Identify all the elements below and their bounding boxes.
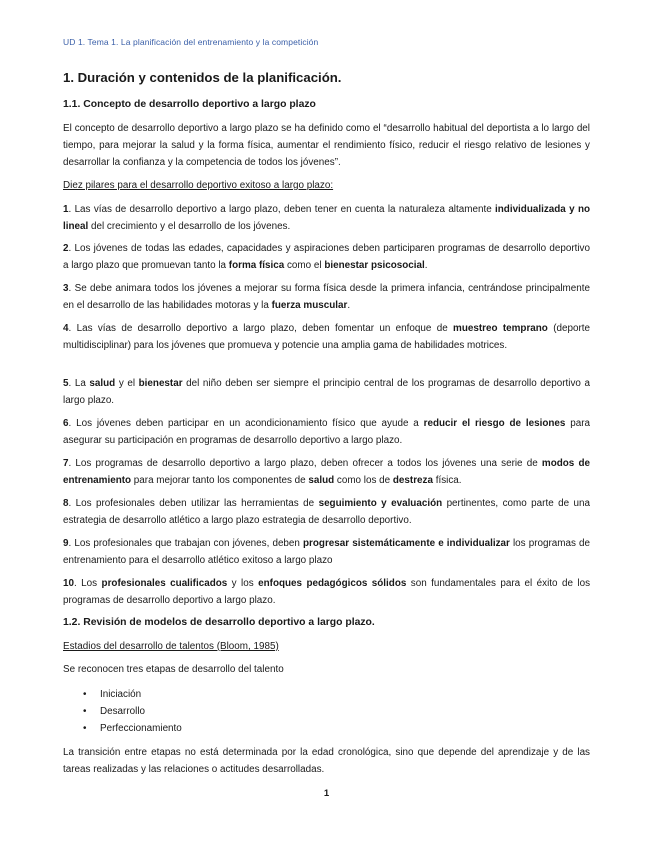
bold-text: destreza [392,475,433,486]
page-number: 1 [323,788,330,799]
pillar-4 [63,320,590,354]
bold-text: salud [89,378,116,389]
pillar-number: 7 [63,458,69,469]
text: son fundamentales para el éxito de los programas de desarrollo deportivo a largo plazo. [63,578,591,606]
pillar-number: 1 [63,204,69,215]
subsection-heading-1-2: 1.2. Revisión de modelos de desarrollo deportivo a largo plazo. [63,617,375,628]
running-header: UD 1. Tema 1. La planificación del entrenamiento y la competición [63,37,319,47]
text: y los [227,578,259,589]
bullet-icon: • [83,723,87,734]
bold-text: reducir el riesgo de lesiones [423,418,566,429]
text: . Las vías de desarrollo deportivo a largo plazo, deben fomentar un enfoque de [68,323,454,334]
bold-text: individualizada y no lineal [63,204,591,232]
text: los programas de entrenamiento para el desarrollo atlético exitoso a largo plazo [63,538,590,566]
text: . Los jóvenes de todas las edades, capacidades y aspiraciones deben participaren programas de desarrollo deportivo a largo plazo que promuevan tanto la [63,243,590,271]
pillar-number: 6 [63,418,69,429]
list-item-text: Iniciación [100,689,142,700]
pillar-number: 5 [63,378,69,389]
text: . Los profesionales deben utilizar las herramientas de [68,498,319,509]
text: como el [284,260,325,271]
pillar-1 [63,201,590,235]
text: . Los programas de desarrollo deportivo a largo plazo, deben ofrecer a todos los jóvenes una serie de [68,458,542,469]
text: . Los jóvenes deben participar en un acondicionamiento físico que ayude a [68,418,424,429]
bold-text: bienestar [138,378,183,389]
stages-intro: Se reconocen tres etapas de desarrollo del talento [63,664,284,675]
bold-text: fuerza muscular [271,300,348,311]
text: del crecimiento y el desarrollo de los jóvenes. [88,221,291,232]
bold-text: salud [308,475,335,486]
pillar-number: 8 [63,498,69,509]
bold-text: muestreo temprano [453,323,548,334]
pillar-number: 2 [63,243,69,254]
pillars-heading [63,177,590,194]
text: (deporte multidisciplinar) para los jóvenes que promueva y potencie una amplia gama de habilidades motrices. [63,323,590,351]
pillars-heading-text: Diez pilares para el desarrollo deportivo exitoso a largo plazo: [63,180,334,191]
bullet-icon: • [83,706,87,717]
text: y el [115,378,139,389]
text: . [424,260,428,271]
bold-text: enfoques pedagógicos sólidos [258,578,407,589]
list-item-text: Desarrollo [100,706,146,717]
text: . Los [73,578,102,589]
subsection-heading-1-1: 1.1. Concepto de desarrollo deportivo a largo plazo [63,99,316,110]
list-item-text: Perfeccionamiento [100,723,182,734]
text: pertinentes, como parte de una estrategia de desarrollo atlético a largo plazo estrategia de desarrollo deportivo. [63,498,591,526]
pillar-6 [63,415,590,449]
list-item [63,686,182,703]
list-item [63,703,182,720]
text: como los de [334,475,393,486]
pillar-number: 9 [63,538,69,549]
list-item [63,720,182,737]
bold-text: profesionales cualificados [101,578,228,589]
text: . Los profesionales que trabajan con jóvenes, deben [68,538,304,549]
text: . Se debe animara todos los jóvenes a mejorar su forma física desde la primera infancia, centrándose principalmente en el desarrollo de las habilidades motoras y la [63,283,590,311]
pillar-number: 10 [63,578,74,589]
text: . La [68,378,90,389]
pillar-number: 4 [63,323,69,334]
bold-text: modos de entrenamiento [63,458,591,486]
bullet-icon: • [83,689,87,700]
pillar-7 [63,455,590,489]
talent-stages-heading-text: Estadios del desarrollo de talentos (Bloom, 1985) [63,641,279,652]
pillar-number: 3 [63,283,69,294]
text: para asegurar su participación en programas de desarrollo deportivo a largo plazo. [63,418,590,446]
bold-text: bienestar psicosocial [324,260,425,271]
intro-paragraph: El concepto de desarrollo deportivo a largo plazo se ha definido como el “desarrollo habitual del deportista a lo largo del tiempo, para mejorar la salud y la forma física, aumentar el rendimiento físico, reducir el riesgo relativo de lesiones y desarrollar la confianza y la competencia de todos los jóvenes”. [63,123,590,168]
pillar-8 [63,495,590,529]
bold-text: seguimiento y evaluación [318,498,443,509]
text: física. [432,475,462,486]
pillar-3 [63,280,590,314]
pillar-5 [63,375,590,409]
pillar-9 [63,535,590,569]
closing-paragraph: La transición entre etapas no está determinada por la edad cronológica, sino que depende del aprendizaje y de las tareas realizadas y las relaciones o actitudes desarrolladas. [63,747,590,775]
bold-text: progresar sistemáticamente e individualizar [303,538,510,549]
section-heading-1: 1. Duración y contenidos de la planificación. [63,70,342,85]
talent-stages-heading [63,638,590,655]
text: . Las vías de desarrollo deportivo a largo plazo, deben tener en cuenta la naturaleza altamente [68,204,496,215]
pillar-10 [63,575,590,609]
bold-text: forma física [228,260,285,271]
text: del niño deben ser siempre el principio central de los programas de desarrollo deportivo a largo plazo. [63,378,590,406]
stages-list [63,686,182,737]
pillar-2 [63,240,590,274]
text: . [347,300,351,311]
text: para mejorar tanto los componentes de [131,475,309,486]
